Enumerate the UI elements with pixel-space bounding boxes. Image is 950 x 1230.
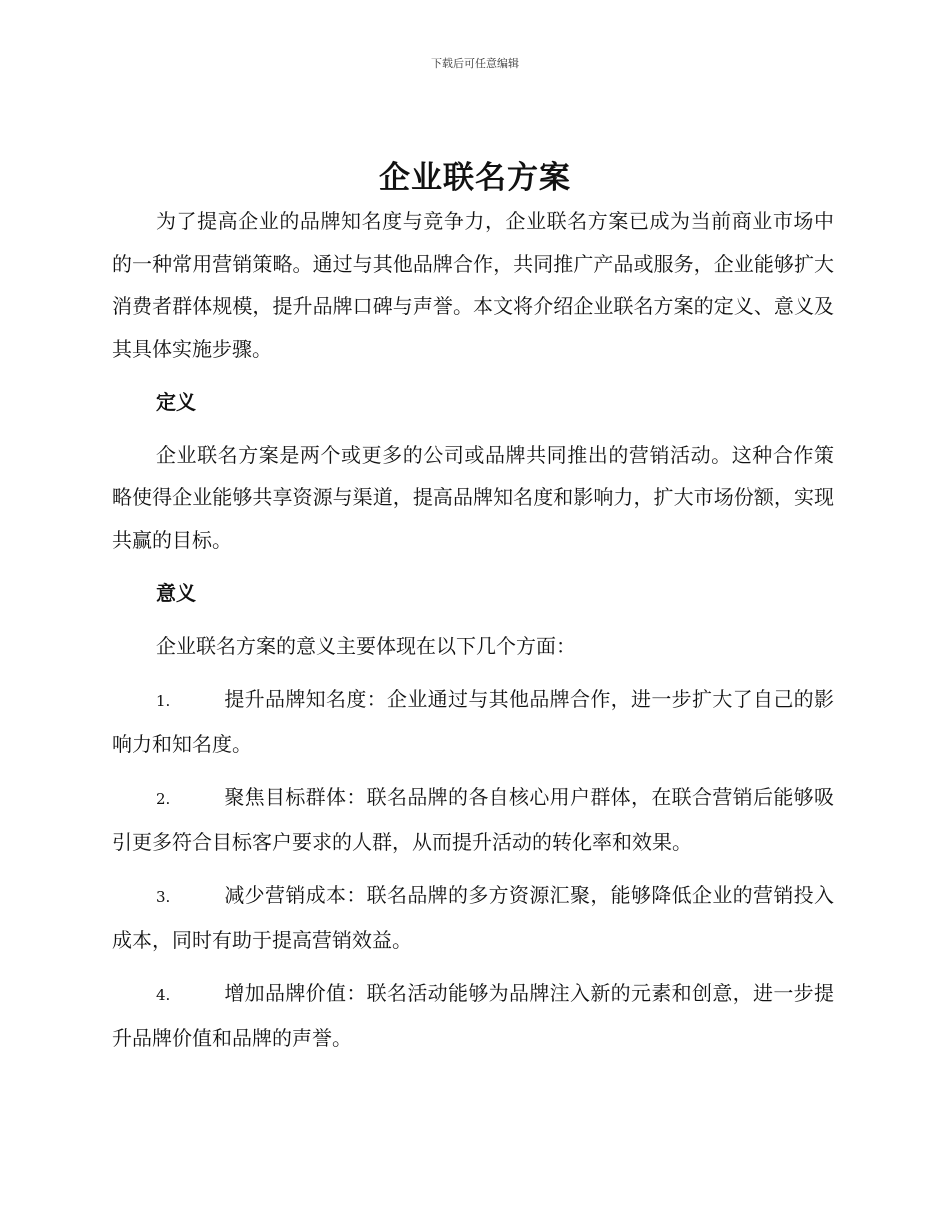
list-number: 4. (156, 986, 171, 1004)
document-body (112, 200, 834, 1070)
list-item (112, 972, 834, 1059)
list-number: 1. (156, 692, 171, 710)
significance-lead: 企业联名方案的意义主要体现在以下几个方面： (156, 633, 576, 658)
list-text: 减少营销成本：联名品牌的多方资源汇聚，能够降低企业的营销投入成本，同时有助于提高营销效益。 (112, 883, 834, 952)
list-number: 2. (156, 790, 171, 808)
list-text: 聚焦目标群体：联名品牌的各自核心用户群体，在联合营销后能够吸引更多符合目标客户要求的人群，从而提升活动的转化率和效果。 (112, 785, 834, 854)
list-item (112, 874, 834, 961)
header-note: 下载后可任意编辑 (431, 57, 519, 70)
section-heading-significance: 意义 (156, 581, 196, 605)
definition-paragraph: 企业联名方案是两个或更多的公司或品牌共同推出的营销活动。这种合作策略使得企业能够共享资源与渠道，提高品牌知名度和影响力，扩大市场份额，实现共赢的目标。 (112, 442, 834, 552)
list-item (112, 776, 834, 863)
list-text: 提升品牌知名度：企业通过与其他品牌合作，进一步扩大了自己的影响力和知名度。 (112, 687, 834, 756)
list-item (112, 678, 834, 765)
list-number: 3. (156, 888, 171, 906)
list-text: 增加品牌价值：联名活动能够为品牌注入新的元素和创意，进一步提升品牌价值和品牌的声誉。 (112, 981, 834, 1050)
section-heading-definition: 定义 (156, 390, 196, 414)
page-title: 企业联名方案 (379, 160, 571, 196)
intro-paragraph: 为了提高企业的品牌知名度与竞争力，企业联名方案已成为当前商业市场中的一种常用营销策略。通过与其他品牌合作，共同推广产品或服务，企业能够扩大消费者群体规模，提升品牌口碑与声誉。本文将介绍企业联名方案的定义、意义及其具体实施步骤。 (112, 209, 834, 361)
